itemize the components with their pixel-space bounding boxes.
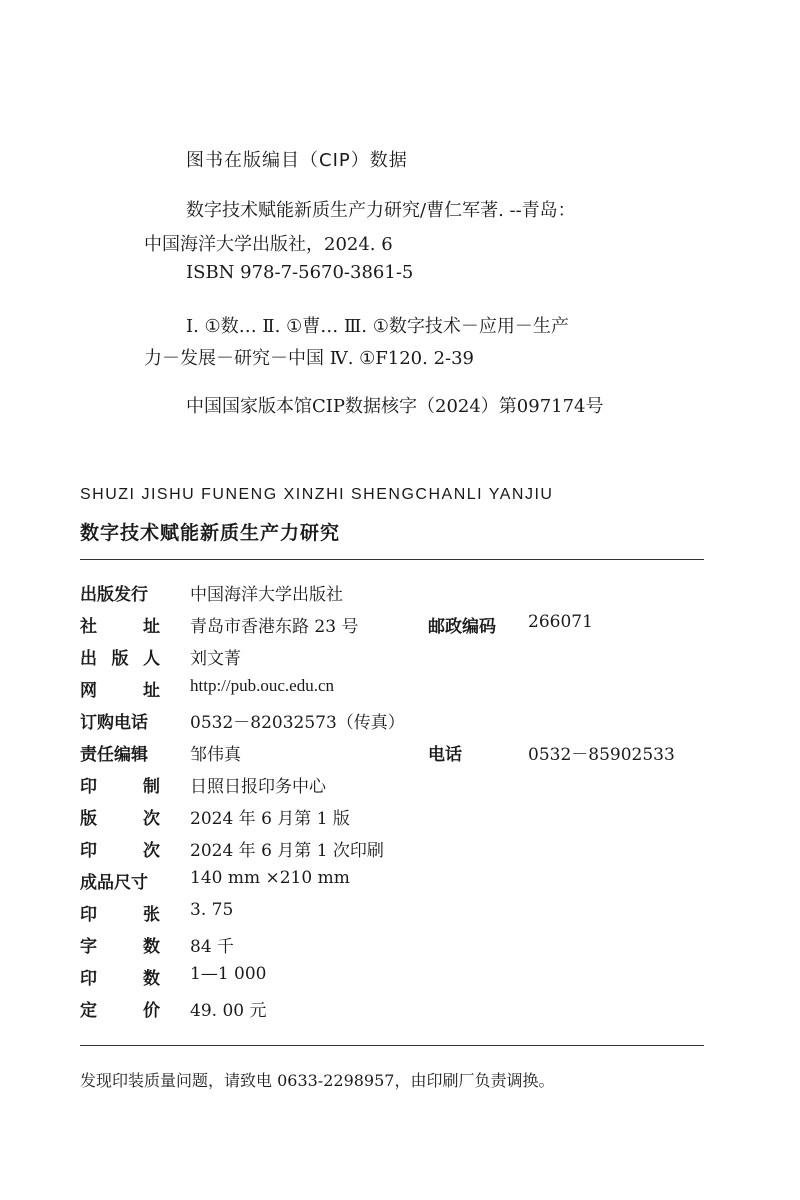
info-value-phone: 0532－85902533 xyxy=(528,745,675,765)
info-label-postcode: 邮政编码 xyxy=(428,617,496,637)
info-value: 1—1 000 xyxy=(190,964,267,984)
cip-classification-line-1: Ⅰ. ①数… Ⅱ. ①曹… Ⅲ. ①数字技术－应用－生产 xyxy=(186,316,569,337)
info-value: 140 mm ×210 mm xyxy=(190,868,350,888)
info-label: 社 址 xyxy=(80,617,160,637)
info-label: 出版发行 xyxy=(80,585,148,605)
info-value: 中国海洋大学出版社 xyxy=(190,585,343,605)
bottom-divider xyxy=(80,1045,704,1046)
info-value: 84 千 xyxy=(190,937,235,957)
info-value: 3. 75 xyxy=(190,900,234,920)
cip-record-number: 中国国家版本馆CIP数据核字（2024）第097174号 xyxy=(186,396,604,417)
info-label: 版 次 xyxy=(80,809,160,829)
info-label: 订购电话 xyxy=(80,713,148,733)
info-label: 成品尺寸 xyxy=(80,873,148,893)
info-value: 青岛市香港东路 23 号 xyxy=(190,617,359,637)
info-label: 责任编辑 xyxy=(80,745,148,765)
book-title-pinyin: SHUZI JISHU FUNENG XINZHI SHENGCHANLI YANJIU xyxy=(80,486,554,503)
info-label-phone: 电话 xyxy=(428,745,462,765)
cip-classification-line-2: 力－发展－研究－中国 Ⅳ. ①F120. 2-39 xyxy=(144,348,475,369)
info-value: 0532－82032573（传真） xyxy=(190,713,405,733)
info-label: 印 次 xyxy=(80,841,160,861)
info-value: 2024 年 6 月第 1 版 xyxy=(190,809,350,829)
quality-notice: 发现印装质量问题，请致电 0633-2298957，由印刷厂负责调换。 xyxy=(80,1071,555,1090)
cip-isbn: ISBN 978-7-5670-3861-5 xyxy=(186,262,414,283)
info-label: 出 版 人 xyxy=(80,649,160,669)
info-label: 定 价 xyxy=(80,1001,160,1021)
info-label: 字 数 xyxy=(80,937,160,957)
info-label: 网 址 xyxy=(80,681,160,701)
info-value: 邹伟真 xyxy=(190,745,241,765)
book-title: 数字技术赋能新质生产力研究 xyxy=(80,522,341,544)
cip-heading: 图书在版编目（CIP）数据 xyxy=(186,150,408,171)
top-divider xyxy=(80,559,704,560)
info-label: 印 张 xyxy=(80,905,160,925)
info-value: 2024 年 6 月第 1 次印刷 xyxy=(190,841,384,861)
info-value-postcode: 266071 xyxy=(528,612,593,632)
info-label: 印 制 xyxy=(80,777,160,797)
info-value: 刘文菁 xyxy=(190,649,241,669)
website-link[interactable]: http://pub.ouc.edu.cn xyxy=(190,676,335,695)
info-label: 印 数 xyxy=(80,969,160,989)
cip-publisher-line: 中国海洋大学出版社，2024. 6 xyxy=(144,234,393,255)
cip-title-line: 数字技术赋能新质生产力研究/曹仁军著. --青岛： xyxy=(186,200,576,221)
info-value: 49. 00 元 xyxy=(190,1001,267,1021)
info-value: 日照日报印务中心 xyxy=(190,777,326,797)
